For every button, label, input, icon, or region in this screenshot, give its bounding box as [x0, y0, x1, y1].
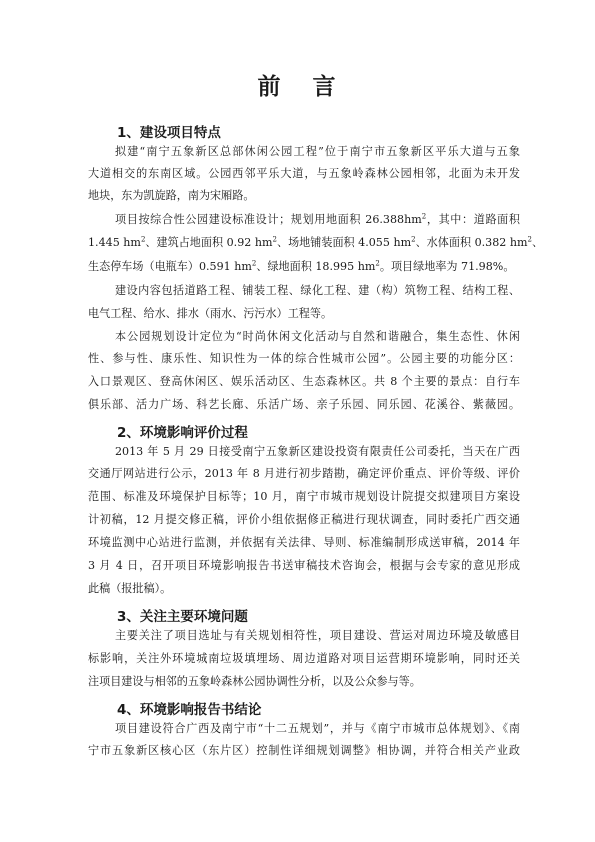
- paragraph-line: 拟建“南宁五象新区总部休闲公园工程”位于南宁市五象新区平乐大道与五象: [115, 145, 520, 158]
- paragraph-line: 2013 年 5 月 29 日接受南宁五象新区建设投资有限责任公司委托，当天在广西: [115, 445, 520, 458]
- section-3-heading: 3、关注主要环境问题: [117, 609, 248, 625]
- paragraph-line: 本公园规划设计定位为“时尚休闲文化活动与自然和谐融合，集生态性、休闲: [115, 330, 520, 343]
- paragraph-line: 注项目建设与相邻的五象岭森林公园协调性分析，以及公众参与等。: [88, 675, 421, 688]
- paragraph-line: 大道相交的东南区域。公园西邻平乐大道，与五象岭森林公园相邻，北面为未开发: [88, 167, 520, 180]
- paragraph-line: 项目建设符合广西及南宁市“十二五规划”，并与《南宁市城市总体规划》、《南: [115, 722, 520, 735]
- paragraph-line: 1.445 $hm^2$、建筑占地面积 0.92 $hm^2$、场地铺装面积 4.055 $hm^2$、水体面积 0.382 $hm^2$、: [88, 235, 544, 249]
- document-title: [0, 68, 595, 101]
- paragraph-line: 主要关注了项目选址与有关规划相符性，项目建设、营运对周边环境及敏感目: [115, 629, 520, 642]
- paragraph-line: 交通厅网站进行公示，2013 年 8 月进行初步踏勘，确定评价重点、评价等级、评价: [88, 467, 520, 480]
- title-char-2: 言: [312, 74, 338, 100]
- paragraph-line: 3 月 4 日，召开项目环境影响报告书送审稿技术咨询会，根据与会专家的意见形成: [88, 559, 520, 572]
- paragraph-line: 入口景观区、登高休闲区、娱乐活动区、生态森林区。共 8 个主要的景点：自行车: [88, 375, 520, 388]
- paragraph-line: 性、参与性、康乐性、知识性为一体的综合性城市公园”。公园主要的功能分区：: [88, 352, 520, 365]
- paragraph-line: 环境监测中心站进行监测，并依据有关法律、导则、标准编制形成送审稿，2014 年: [88, 536, 520, 549]
- paragraph-line: 宁市五象新区核心区（东片区）控制性详细规划调整》相协调，并符合相关产业政: [88, 744, 520, 757]
- paragraph-line: 俱乐部、活力广场、科艺长廊、乐活广场、亲子乐园、同乐园、花溪谷、紫薇园。: [88, 398, 520, 411]
- paragraph-line: 建设内容包括道路工程、铺装工程、绿化工程、建（构）筑物工程、结构工程、: [115, 284, 520, 297]
- section-1-heading: 1、建设项目特点: [117, 125, 221, 141]
- paragraph-line: 电气工程、给水、排水（雨水、污污水）工程等。: [88, 307, 333, 320]
- paragraph-line: 生态停车场（电瓶车）0.591 $hm^2$、绿地面积 18.995 $hm^2$。项目绿地率为 71.98%。: [88, 259, 515, 273]
- paragraph-line: 范围、标准及环境保护目标等；10 月，南宁市城市规划设计院提交拟建项目方案设: [88, 490, 520, 503]
- section-2-heading: 2、环境影响评价过程: [117, 425, 248, 441]
- paragraph-line: 标影响，关注外环境城南垃圾填埋场、周边道路对项目运营期环境影响，同时还关: [88, 652, 520, 665]
- title-char-1: 前: [257, 74, 283, 100]
- paragraph-line: 项目按综合性公园建设标准设计；规划用地面积 $26.388hm^2$，其中：道路面积: [115, 212, 520, 226]
- paragraph-line: 此稿（报批稿）。: [88, 582, 172, 595]
- section-4-heading: 4、环境影响报告书结论: [117, 702, 262, 718]
- paragraph-line: 计初稿，12 月提交修正稿，评价小组依据修正稿进行现状调查，同时委托广西交通: [88, 513, 520, 526]
- paragraph-line: 地块，东为凯旋路，南为宋厢路。: [88, 189, 255, 202]
